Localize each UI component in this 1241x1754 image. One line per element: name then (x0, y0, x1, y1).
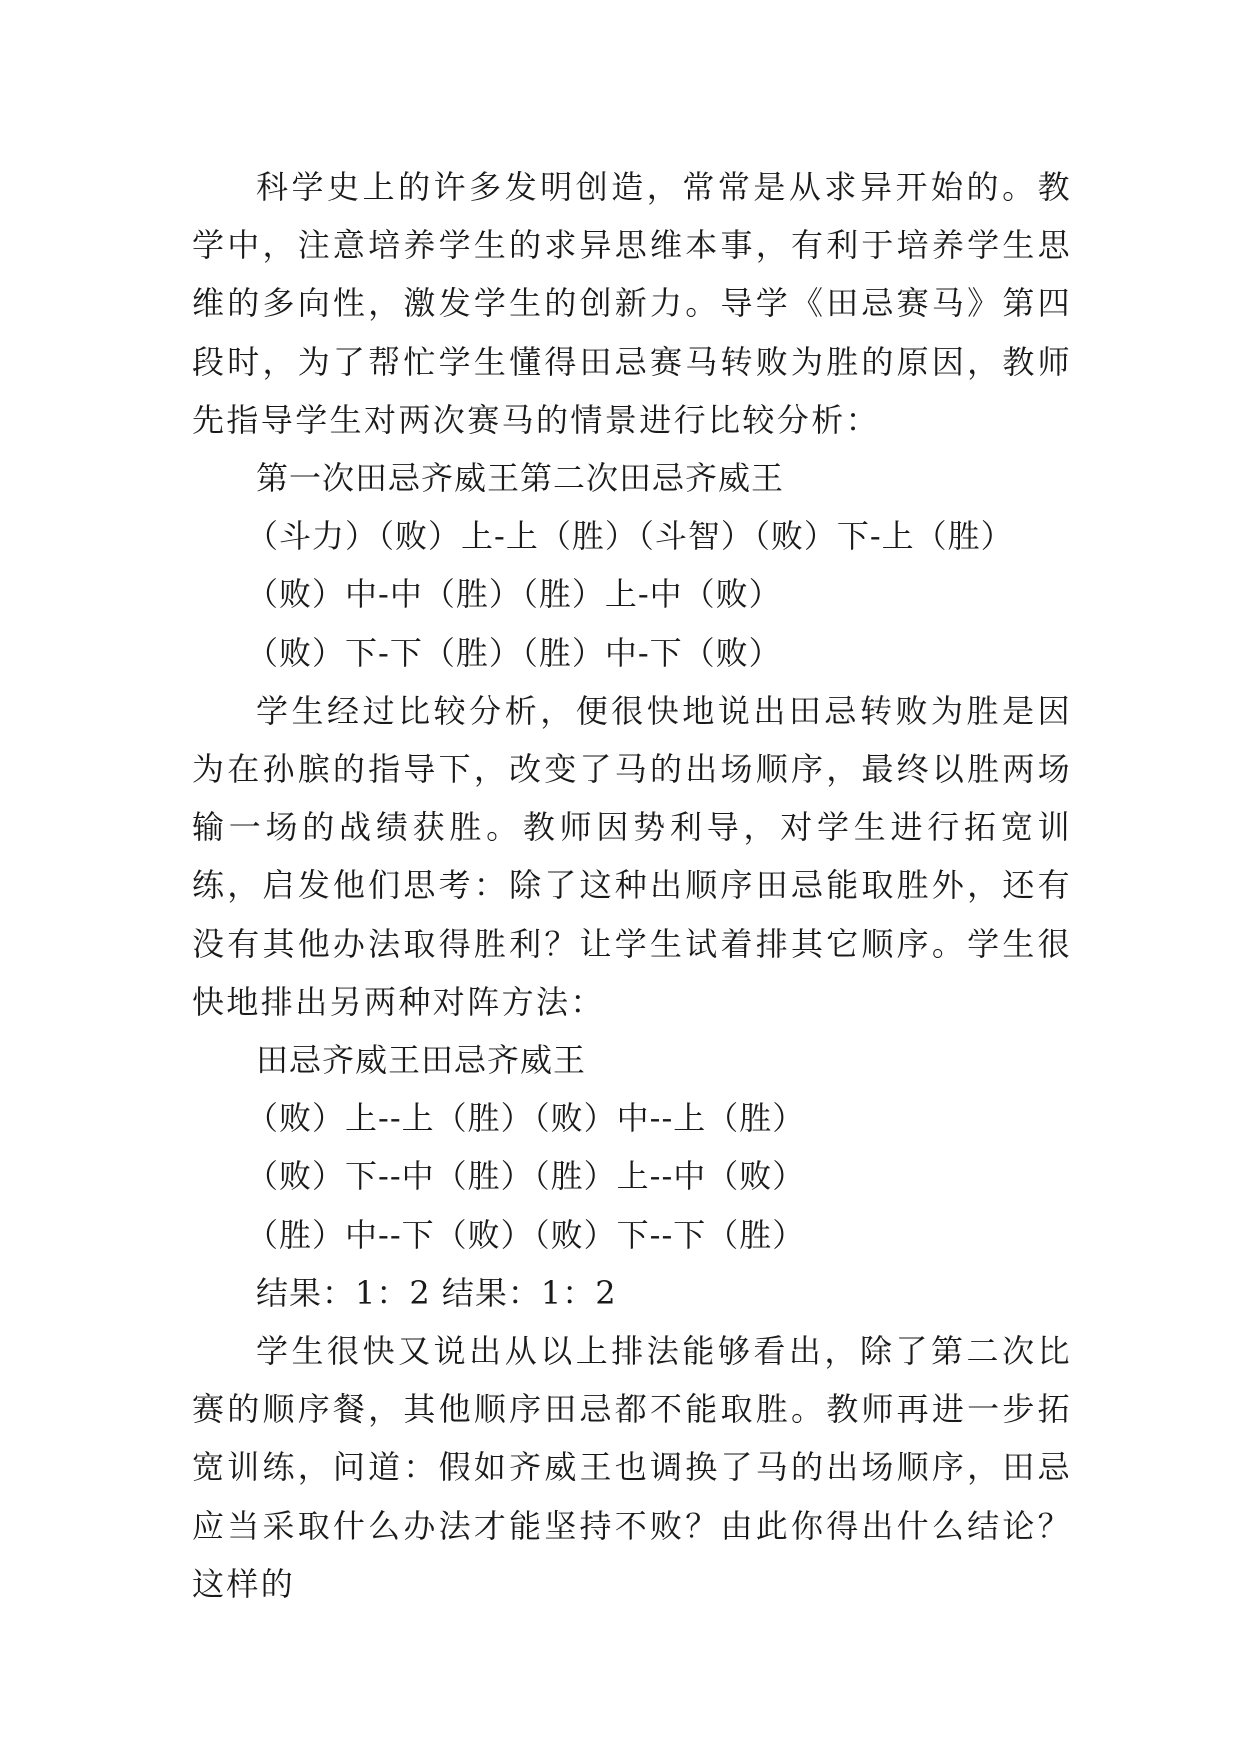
paragraph-conclusion: 学生很快又说出从以上排法能够看出，除了第二次比赛的顺序餐，其他顺序田忌都不能取胜。教师再进一步拓宽训练，问道：假如齐威王也调换了马的出场顺序，田忌应当采取什么办法才能坚持不败？由此你得出什么结论？这样的 (192, 1332, 1072, 1603)
document-page (192, 158, 1072, 1613)
table-2-header: 田忌齐威王田忌齐威王 (256, 1041, 587, 1080)
table-1-row-2: （败）中-中（胜）（胜）上-中（败） (246, 575, 782, 614)
paragraph-analysis: 学生经过比较分析，便很快地说出田忌转败为胜是因为在孙膑的指导下，改变了马的出场顺序，最终以胜两场输一场的战绩获胜。教师因势利导，对学生进行拓宽训练，启发他们思考：除了这种出顺序田忌能取胜外，还有没有其他办法取得胜利？让学生试着排其它顺序。学生很快地排出另两种对阵方法： (192, 691, 1072, 1021)
table-2-result: 结果：1：2 结果：1：2 (256, 1273, 617, 1312)
table-1-header: 第一次田忌齐威王第二次田忌齐威王 (256, 459, 785, 498)
table-2-row-3: （胜）中--下（败）（败）下--下（胜） (246, 1215, 806, 1254)
table-1-row-1: （斗力）（败）上-上（胜）（斗智）（败）下-上（胜） (246, 517, 1014, 556)
paragraph-intro: 科学史上的许多发明创造，常常是从求异开始的。教学中，注意培养学生的求异思维本事，有利于培养学生思维的多向性，激发学生的创新力。导学《田忌赛马》第四段时，为了帮忙学生懂得田忌赛马转败为胜的原因，教师先指导学生对两次赛马的情景进行比较分析： (192, 168, 1072, 439)
table-2-row-2: （败）下--中（胜）（胜）上--中（败） (246, 1157, 806, 1196)
table-1-row-3: （败）下-下（胜）（胜）中-下（败） (246, 633, 782, 672)
table-2-row-1: （败）上--上（胜）（败）中--上（胜） (246, 1099, 806, 1138)
